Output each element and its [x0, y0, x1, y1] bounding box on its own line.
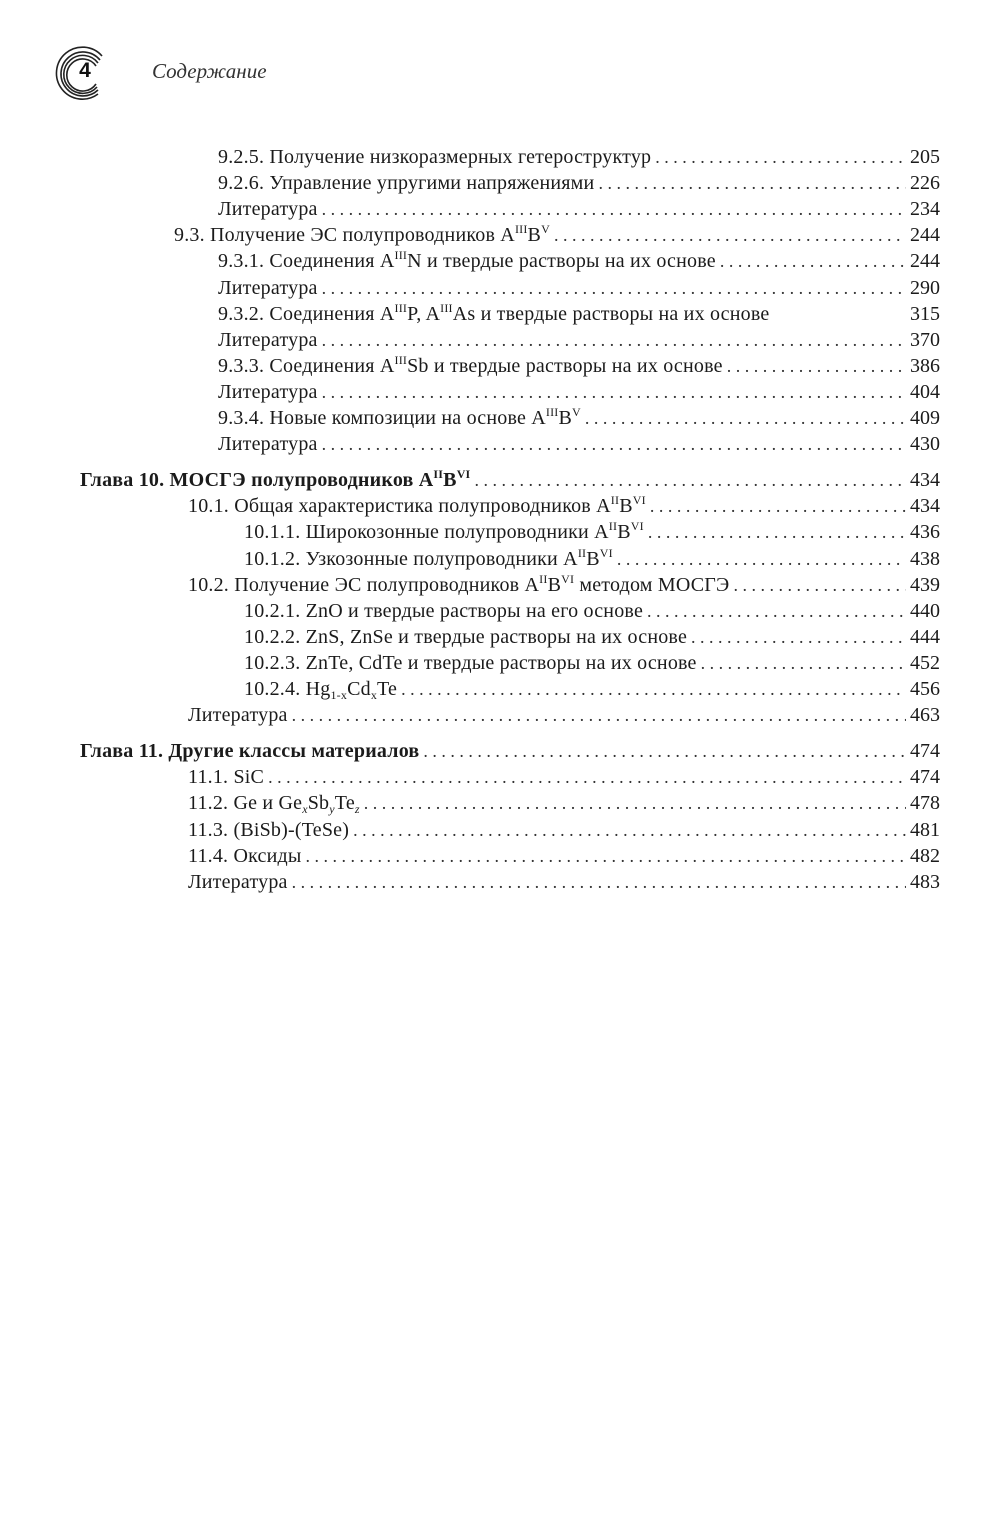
toc-page-number: 409: [910, 407, 940, 429]
toc-entry: [218, 327, 940, 353]
dot-leader: [306, 843, 906, 869]
dot-leader: [322, 196, 906, 222]
dot-leader: [598, 170, 906, 196]
toc-chapter-entry: [80, 738, 940, 764]
toc-page-number: 452: [910, 652, 940, 674]
toc-entry-title: 10.2.3. ZnTe, CdTe и твердые растворы на их основе: [244, 652, 697, 674]
toc-page-number: 483: [910, 871, 940, 893]
toc-page-number: 205: [910, 146, 940, 168]
dot-leader: [727, 353, 906, 379]
toc-entry: [218, 144, 940, 170]
dot-leader: [364, 790, 906, 816]
dot-leader: [655, 144, 906, 170]
toc-entry-title: 10.2.4. $Hg_{1-x}Cd_xTe$: [244, 678, 398, 702]
dot-leader: [401, 676, 906, 702]
toc-entry-title: Литература: [188, 704, 288, 726]
toc-entry-title: 11.4. Оксиды: [188, 845, 302, 867]
toc-entry-title: 10.2.1. ZnO и твердые растворы на его основе: [244, 600, 644, 622]
page-header: [48, 40, 648, 104]
toc-page-number: 244: [910, 224, 940, 246]
toc-entry: [188, 869, 940, 895]
toc-chapter-entry: [80, 467, 940, 493]
toc-page-number: 234: [910, 198, 940, 220]
dot-leader: [423, 738, 906, 764]
toc-page-number: 434: [910, 495, 940, 517]
toc-entry-title: 9.3.4. Новые композиции на основе $A^{III}B^V$: [218, 405, 581, 429]
dot-leader: [292, 869, 906, 895]
toc-entry-title: Литература: [218, 381, 318, 403]
dot-leader: [322, 379, 906, 405]
toc-entry-title: Литература: [218, 433, 318, 455]
dot-leader: [720, 248, 906, 274]
toc-page-number: 456: [910, 678, 940, 700]
toc-page-number: 474: [910, 740, 940, 762]
dot-leader: [322, 431, 906, 457]
toc-entry-title: Глава 10. МОСГЭ полупроводников $A^{II}B^{VI}$: [80, 467, 471, 491]
toc-entry: [244, 519, 940, 545]
toc-page-number: 430: [910, 433, 940, 455]
toc-entry: [218, 379, 940, 405]
toc-entry-title: 9.3.3. Соединения $A^{III}Sb$ и твердые растворы на их основе: [218, 353, 723, 377]
toc-page-number: 244: [910, 250, 940, 272]
toc-entry: [174, 222, 940, 248]
toc-page-number: 439: [910, 574, 940, 596]
toc-entry: [188, 702, 940, 728]
toc-entry: [188, 817, 940, 843]
toc-entry: [188, 790, 940, 816]
dot-leader: [733, 572, 906, 598]
dot-leader: [701, 650, 906, 676]
toc-entry: [188, 572, 940, 598]
dot-leader: [691, 624, 906, 650]
toc-page-number: 474: [910, 766, 940, 788]
toc-entry: [244, 650, 940, 676]
dot-leader: [292, 702, 906, 728]
toc-entry-title: 9.3.2. Соединения $A^{III}P$, $A^{III}As$ и твердые растворы на их основе: [218, 301, 770, 325]
toc-entry-title: 9.3.1. Соединения $A^{III}N$ и твердые растворы на их основе: [218, 248, 716, 272]
dot-leader: [617, 546, 906, 572]
toc-entry-title: Литература: [218, 277, 318, 299]
toc-entry: [218, 170, 940, 196]
toc-page-number: 404: [910, 381, 940, 403]
page-number: 4: [79, 59, 91, 82]
dot-leader: [554, 222, 906, 248]
toc-entry-title: 10.1.2. Узкозонные полупроводники $A^{II}B^{VI}$: [244, 546, 613, 570]
toc-page-number: 226: [910, 172, 940, 194]
toc-page-number: 478: [910, 792, 940, 814]
dot-leader: [322, 327, 906, 353]
toc-entry: [218, 196, 940, 222]
toc-page-number: 482: [910, 845, 940, 867]
dot-leader: [353, 817, 906, 843]
dot-leader: [268, 764, 906, 790]
toc-entry-title: 10.1. Общая характеристика полупроводников $A^{II}B^{VI}$: [188, 493, 646, 517]
toc-entry-title: 10.1.1. Широкозонные полупроводники $A^{II}B^{VI}$: [244, 519, 644, 543]
toc-entry-title: Глава 11. Другие классы материалов: [80, 740, 420, 762]
toc-entry-title: Литература: [218, 329, 318, 351]
dot-leader: [650, 493, 906, 519]
toc-page-number: 463: [910, 704, 940, 726]
dot-leader: [474, 467, 906, 493]
dot-leader: [585, 405, 906, 431]
toc-page-number: 315: [910, 303, 940, 325]
toc-entry-title: 9.2.5. Получение низкоразмерных гетероструктур: [218, 146, 652, 168]
toc-page-number: 370: [910, 329, 940, 351]
dot-leader: [647, 598, 906, 624]
toc-page-number: 386: [910, 355, 940, 377]
toc-entry-title: 11.1. SiC: [188, 766, 265, 788]
toc-entry: [218, 405, 940, 431]
toc-entry: [188, 843, 940, 869]
toc-page-number: 481: [910, 819, 940, 841]
toc-page-number: 436: [910, 521, 940, 543]
toc-entry-title: Литература: [188, 871, 288, 893]
toc-entry-title: 11.3. (BiSb)-(TeSe): [188, 819, 350, 841]
toc-entry: [188, 764, 940, 790]
toc-entry-title: 9.2.6. Управление упругими напряжениями: [218, 172, 595, 194]
toc-entry: [244, 598, 940, 624]
toc-entry-title: 10.2. Получение ЭС полупроводников $A^{II}B^{VI}$ методом МОСГЭ: [188, 572, 730, 596]
toc-entry: [218, 301, 940, 327]
toc-entry: [218, 248, 940, 274]
toc-entry-title: 11.2. Ge и $Ge_xSb_yTe_z$: [188, 792, 360, 816]
toc-entry-title: 9.3. Получение ЭС полупроводников $A^{III}B^V$: [174, 222, 550, 246]
toc-entry: [188, 493, 940, 519]
toc-entry-title: 10.2.2. ZnS, ZnSe и твердые растворы на их основе: [244, 626, 688, 648]
toc-page-number: 444: [910, 626, 940, 648]
dot-leader: [648, 519, 906, 545]
toc-page-number: 434: [910, 469, 940, 491]
running-head: Содержание: [152, 59, 267, 83]
toc-entry-title: Литература: [218, 198, 318, 220]
toc-entry: [218, 353, 940, 379]
toc-page-number: 440: [910, 600, 940, 622]
toc-entry: [244, 624, 940, 650]
toc-entry: [244, 546, 940, 572]
toc-entry: [218, 431, 940, 457]
toc-entry: [244, 676, 940, 702]
toc-entry: [218, 275, 940, 301]
toc-page-number: 290: [910, 277, 940, 299]
toc-page-number: 438: [910, 548, 940, 570]
dot-leader: [322, 275, 906, 301]
